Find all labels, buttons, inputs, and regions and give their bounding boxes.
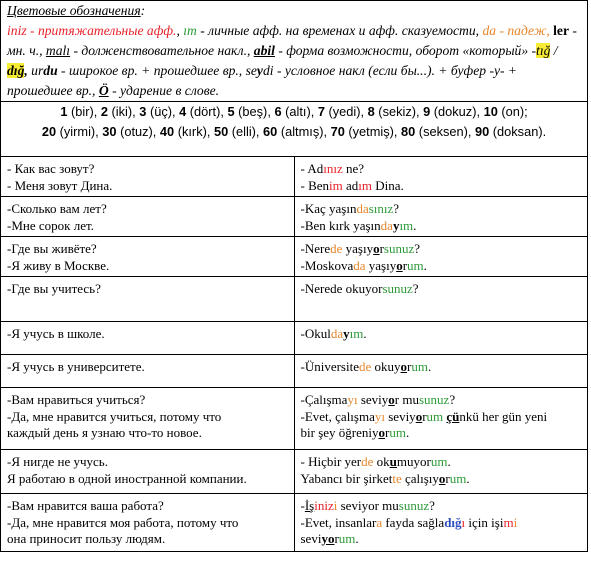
turkish-fragment: -Okul [300,326,331,341]
turkish-fragment: -Ben kırk yaşın [300,217,381,233]
turkish-fragment: z [327,498,334,513]
turkish-fragment: r [422,408,427,424]
russian-cell [1,237,295,277]
number-digit: 90 [475,124,490,139]
russian-line: - Как вас зовут? [7,161,95,176]
russian-line: она приносит пользу людям. [7,531,166,546]
russian-line: -Да, мне нравится моя работа, потому что [7,514,239,530]
phrase-row [1,450,588,494]
russian-line: -Я живу в Москве. [7,257,110,273]
russian-line: каждый день я узнаю что-то новое. [7,425,202,440]
turkish-line [301,359,582,376]
number-digit: 70 [330,124,345,139]
turkish-fragment: de [358,359,372,374]
turkish-fragment: r [334,531,339,546]
number-digit: 4 [179,104,187,119]
turkish-fragment: . [363,326,367,341]
turkish-fragment: yaşıy [342,241,374,256]
russian-line: -Вам нравиться учиться? [7,392,146,407]
turkish-cell [294,450,588,494]
numbers-line-2 [7,122,581,142]
turkish-cell [294,237,588,277]
number-word: (beş), [234,104,275,119]
turkish-cell [294,157,588,197]
number-word: (altı), [281,104,318,119]
turkish-fragment: -Moskova [300,257,354,273]
turkish-fragment: da [353,257,366,273]
number-digit: 1 [60,104,68,119]
turkish-fragment: um [407,257,424,273]
number-digit: 7 [317,104,325,119]
turkish-fragment: -Üniversite [300,359,359,374]
turkish-fragment: ı [461,514,466,530]
number-digit: 9 [423,104,431,119]
number-digit: 80 [401,124,416,139]
turkish-fragment: muyor [396,454,431,469]
turkish-fragment: te [392,470,402,486]
turkish-fragment: nkü her gün yeni [459,408,548,424]
turkish-fragment: de [361,454,374,469]
turkish-line [301,515,582,532]
turkish-fragment: de [330,241,343,256]
russian-line: -Я учусь в университете. [7,359,145,374]
russian-line: -Где вы живёте? [7,241,97,256]
turkish-fragment: sınız [368,201,394,216]
turkish-fragment: im [329,177,343,193]
russian-cell [1,277,295,322]
turkish-fragment: um [389,425,406,440]
turkish-fragment: ? [412,281,419,296]
color-legend: Цветовые обозначения: iniz - притяжательные афф., ım - личные афф. на временах и афф. сказуемости, da - падеж, ler - мн. ч., malı - долженствовательное накл., abil - форма возможности, оборот «который» -tığ / dığ, urdu - широкое вр. + прошедшее вр., seydi - условное накл (если бы...). + буфер -y- + прошедшее вр., Ö - ударение в слове. [1,1,588,102]
turkish-fragment: ım [399,217,414,233]
turkish-fragment: o [415,408,423,424]
numbers-row [1,102,588,157]
turkish-fragment: . [413,217,417,233]
turkish-fragment: -Kaç yaşın [300,201,357,216]
turkish-fragment: bir şey öğreniy [300,425,379,440]
turkish-fragment: um [338,531,356,546]
turkish-fragment: -Çalışma [300,392,348,407]
phrase-row [1,237,588,277]
russian-cell [1,388,295,450]
number-digit: 40 [159,124,175,139]
turkish-fragment: sunuz [398,498,430,513]
turkish-fragment: da [356,201,369,216]
number-digit: 6 [274,104,282,119]
legend-title: Цветовые обозначения [7,3,141,18]
russian-cell [1,322,295,355]
number-word: (yetmiş), [344,124,402,139]
phrase-row [1,322,588,355]
turkish-line [301,258,582,275]
phrase-row [1,157,588,197]
number-digit: 50 [213,124,229,139]
turkish-fragment: ım [358,177,373,193]
turkish-fragment: ini [314,498,328,513]
turkish-line [301,326,582,343]
turkish-line [301,201,582,218]
turkish-fragment: m [503,514,514,530]
number-word: (sekiz), [374,104,424,119]
turkish-fragment: ? [393,201,400,216]
turkish-fragment: r mu [394,392,419,407]
turkish-fragment: r [445,470,450,486]
turkish-line [301,531,582,548]
numbers-line-1 [7,102,581,122]
turkish-fragment: . [447,454,451,469]
turkish-fragment: - [300,498,305,513]
turkish-line [301,471,582,488]
turkish-line [301,498,582,515]
turkish-fragment: o [373,241,380,256]
number-word: (dört), [186,104,228,119]
turkish-fragment: dığ [444,514,462,530]
turkish-line [301,409,582,426]
turkish-fragment: ım [349,326,364,341]
turkish-cell [294,388,588,450]
russian-line: -Я учусь в школе. [7,326,105,341]
number-word: (on); [497,104,528,119]
number-word: (elli), [228,124,264,139]
turkish-fragment: sunuz [383,241,415,256]
turkish-fragment: yı [347,392,358,407]
turkish-fragment: ? [429,498,435,513]
turkish-fragment: seviy [357,392,389,407]
turkish-fragment: . [355,531,359,546]
turkish-fragment: o [438,470,446,486]
russian-line: -Я нигде не учусь. [7,454,108,469]
number-word: (iki), [107,104,140,119]
turkish-fragment: o [388,392,395,407]
number-digit: 20 [41,124,57,139]
number-digit: 3 [139,104,147,119]
turkish-fragment: sevi [300,531,322,546]
turkish-cell [294,277,588,322]
turkish-fragment: r [379,241,384,256]
turkish-line [301,425,582,442]
number-digit: 60 [263,124,278,139]
turkish-fragment: -Nere [300,241,331,256]
phrase-row [1,197,588,237]
turkish-fragment: i [513,514,518,530]
turkish-fragment: . [427,359,432,374]
turkish-line [301,178,582,195]
russian-line: -Сколько вам лет? [7,201,107,216]
turkish-line [301,281,582,298]
phrase-row [1,355,588,388]
turkish-cell [294,197,588,237]
number-digit: 10 [483,104,498,119]
turkish-fragment: sunuz [382,281,413,296]
turkish-fragment: . [405,425,410,440]
turkish-fragment: . [423,257,427,273]
number-digit: 2 [100,104,108,119]
turkish-fragment: - Ben [300,177,330,193]
turkish-line [301,392,582,409]
phrase-row [1,494,588,552]
turkish-line [301,161,582,178]
turkish-cell [294,322,588,355]
russian-line: -Мне сорок лет. [7,217,94,233]
turkish-fragment: um [430,454,448,469]
turkish-fragment: çalışıy [401,470,439,486]
russian-line: - Меня зовут Дина. [7,177,113,193]
phrase-row [1,388,588,450]
number-word: (yedi), [324,104,368,119]
turkish-line [301,241,582,258]
number-word: (doksan). [489,124,547,139]
turkish-fragment: ? [414,241,421,256]
turkish-fragment: ne? [342,161,365,176]
turkish-fragment: da [330,326,344,341]
number-word: (yirmi), [56,124,103,139]
turkish-fragment: o [396,257,403,273]
turkish-fragment: İş [304,498,315,513]
russian-cell [1,157,295,197]
turkish-fragment: ok [373,454,390,469]
turkish-fragment: o [378,425,385,440]
number-word: (otuz), [116,124,160,139]
turkish-fragment: um [426,408,444,424]
turkish-fragment: ? [449,392,456,407]
number-digit: 5 [227,104,235,119]
turkish-fragment: y [392,217,400,233]
turkish-line [301,218,582,235]
turkish-fragment: için işi [465,514,504,530]
turkish-fragment: o [400,359,408,374]
turkish-fragment: fayda sağla [382,514,445,530]
turkish-cell [294,355,588,388]
number-word: (seksen), [415,124,475,139]
turkish-fragment: a [376,514,383,530]
turkish-fragment: y [343,326,350,341]
number-word: (üç), [146,104,180,119]
turkish-fragment: çü [446,408,460,424]
turkish-fragment: ınız [323,161,343,176]
number-digit: 8 [367,104,375,119]
turkish-cell [294,494,588,552]
turkish-fragment: yo [321,531,335,546]
turkish-fragment: - Ad [300,161,324,176]
turkish-fragment: r [407,359,412,374]
turkish-fragment: . [466,470,470,486]
russian-line: Я работаю в одной иностранной компании. [7,470,247,486]
number-word: (dokuz), [430,104,484,119]
turkish-fragment: okuy [371,359,401,374]
turkish-fragment: seviyor mu [337,498,399,513]
russian-cell [1,494,295,552]
turkish-fragment: r [384,425,390,440]
number-word: (altmış), [277,124,331,139]
turkish-fragment: - Hiçbir yer [300,454,362,469]
russian-cell [1,197,295,237]
turkish-fragment: Yabancı bir şirket [300,470,393,486]
russian-cell [1,450,295,494]
turkish-fragment: -Evet, insanlar [300,514,377,530]
turkish-fragment: ad [342,177,359,193]
turkish-fragment: yaşıy [365,257,397,273]
number-word: (kırk), [174,124,214,139]
turkish-fragment: da [380,217,393,233]
turkish-fragment: u [389,454,397,469]
russian-cell [1,355,295,388]
phrase-row [1,277,588,322]
turkish-fragment: i [333,498,338,513]
turkish-fragment: r [402,257,408,273]
turkish-fragment: sunuz [418,392,450,407]
russian-line: -Да, мне нравится учиться, потому что [7,408,222,424]
turkish-fragment: um [449,470,467,486]
turkish-fragment: seviy [384,408,416,424]
number-word: (bir), [67,104,101,119]
russian-line: -Вам нравится ваша работа? [7,498,164,513]
turkish-line [301,454,582,471]
turkish-fragment: yı [374,408,385,424]
russian-line: -Где вы учитесь? [7,281,101,296]
number-digit: 30 [102,124,117,139]
turkish-fragment: -Evet, çalışma [300,408,375,424]
turkish-fragment: -Nerede okuyor [300,281,383,296]
turkish-fragment: Dina. [372,177,404,193]
turkish-fragment: um [411,359,428,374]
